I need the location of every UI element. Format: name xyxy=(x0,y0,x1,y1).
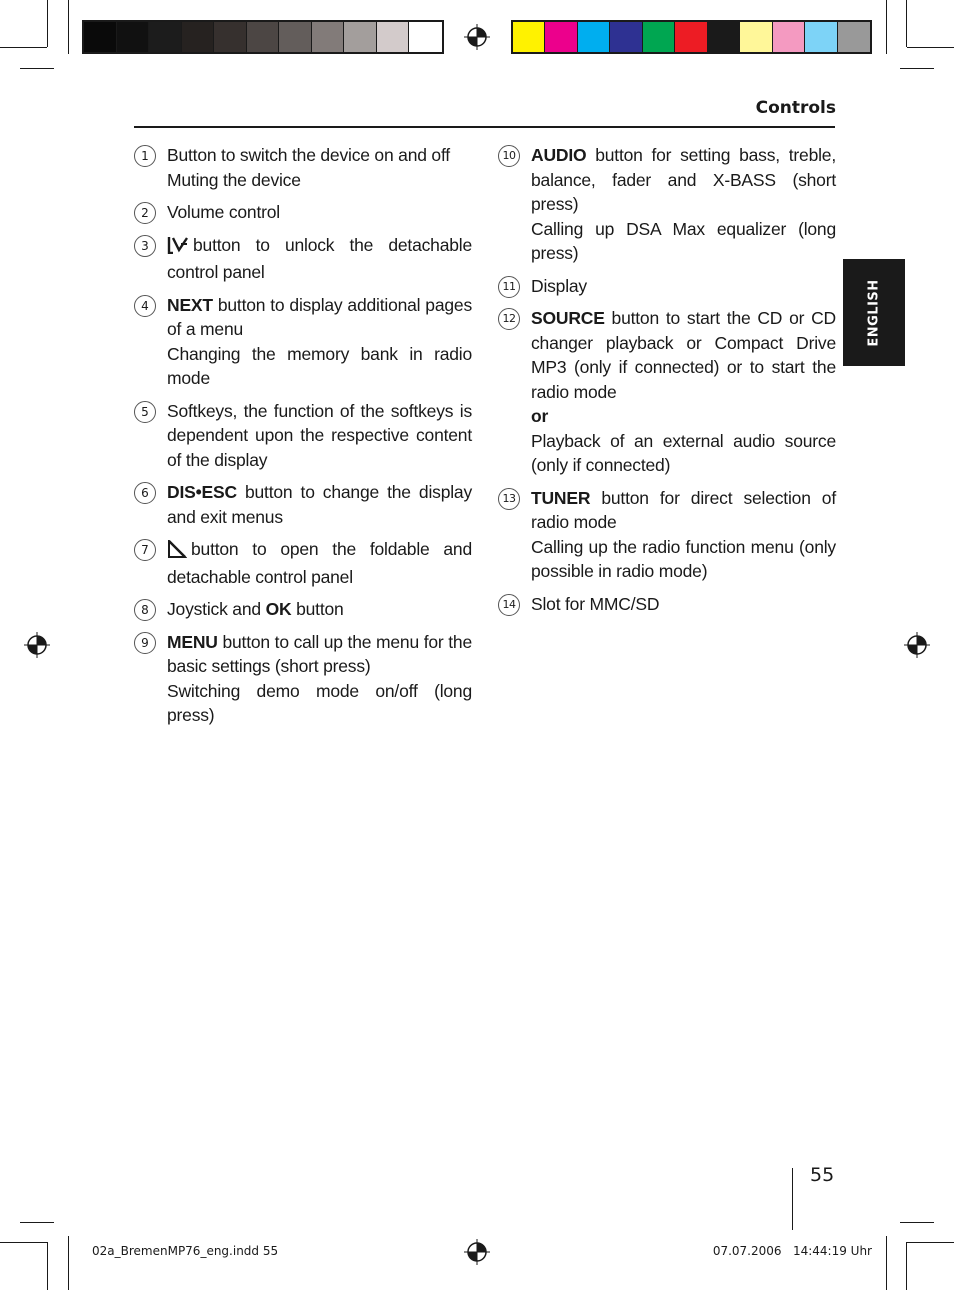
list-item xyxy=(498,486,836,584)
color-calibration-bar xyxy=(511,20,872,54)
crop-mark xyxy=(47,1242,48,1290)
crop-mark xyxy=(0,1242,47,1243)
crop-mark xyxy=(47,0,48,47)
button-name: SOURCE xyxy=(531,308,605,328)
item-line: Muting the device xyxy=(167,169,301,190)
item-prefix: Joystick and xyxy=(167,599,261,619)
language-tab-label: ENGLISH xyxy=(866,278,882,347)
item-line: Softkeys, the function of the softkeys is dependent upon the respective content of the display xyxy=(167,400,472,470)
gray-swatch xyxy=(247,22,280,52)
crop-mark xyxy=(900,68,934,69)
color-swatch xyxy=(708,22,740,52)
crop-mark xyxy=(907,1242,954,1243)
item-line: Playback of an external audio source (only if connected) xyxy=(531,430,836,475)
color-swatch xyxy=(610,22,642,52)
item-number: 7 xyxy=(134,539,156,561)
crop-mark xyxy=(68,1236,69,1290)
crop-mark xyxy=(886,0,887,54)
item-line: button to change the display and exit menus xyxy=(167,482,472,527)
item-line: button xyxy=(296,599,344,619)
list-item xyxy=(134,597,472,622)
item-number: 13 xyxy=(498,488,520,510)
item-number: 2 xyxy=(134,202,156,224)
color-swatch xyxy=(773,22,805,52)
crop-mark xyxy=(900,1222,934,1223)
item-description xyxy=(531,143,836,266)
list-item xyxy=(134,480,472,529)
list-item xyxy=(134,537,472,589)
item-number: 5 xyxy=(134,401,156,423)
color-swatch xyxy=(643,22,675,52)
list-item xyxy=(134,143,472,192)
item-number: 1 xyxy=(134,145,156,167)
section-title: Controls xyxy=(755,98,836,118)
color-swatch xyxy=(513,22,545,52)
page-number-divider xyxy=(792,1168,793,1230)
item-description xyxy=(167,597,472,622)
crop-mark xyxy=(907,47,954,48)
list-item xyxy=(498,143,836,266)
gray-swatch xyxy=(344,22,377,52)
item-description xyxy=(531,274,836,299)
item-line: button to open the foldable and detachable control panel xyxy=(167,539,472,587)
item-description xyxy=(167,233,472,285)
gray-swatch xyxy=(279,22,312,52)
gray-swatch xyxy=(214,22,247,52)
list-item xyxy=(134,630,472,728)
right-column xyxy=(498,143,836,624)
item-description xyxy=(167,399,472,473)
gray-swatch xyxy=(409,22,442,52)
item-line: button to call up the menu for the basic settings (short press) xyxy=(167,631,472,676)
file-info: 02a_BremenMP76_eng.indd 55 xyxy=(92,1244,279,1258)
print-timestamp: 07.07.2006 14:44:19 Uhr xyxy=(712,1244,872,1258)
item-line: Button to switch the device on and off xyxy=(167,145,450,165)
item-line: Changing the memory bank in radio mode xyxy=(167,343,472,388)
header-divider xyxy=(134,126,835,128)
button-name: NEXT xyxy=(167,294,213,315)
item-line: button to start the CD or CD changer playback or Compact Drive MP3 (only if connected) or to start the radio mode xyxy=(531,308,836,402)
color-swatch xyxy=(675,22,707,52)
gray-swatch xyxy=(149,22,182,52)
item-line: button to unlock the detachable control panel xyxy=(167,234,472,282)
registration-mark-icon xyxy=(24,632,50,658)
gray-swatch xyxy=(312,22,345,52)
item-description xyxy=(167,537,472,589)
button-name: TUNER xyxy=(531,487,591,508)
crop-mark xyxy=(906,1242,907,1290)
item-line: button to display additional pages of a menu xyxy=(167,294,472,339)
left-column xyxy=(134,143,472,736)
registration-mark-icon xyxy=(464,1239,490,1265)
item-number: 11 xyxy=(498,276,520,298)
list-item xyxy=(134,399,472,473)
list-item xyxy=(134,200,472,225)
gray-swatch xyxy=(117,22,150,52)
item-number: 4 xyxy=(134,295,156,317)
page-number: 55 xyxy=(810,1164,835,1186)
language-tab xyxy=(843,259,905,366)
item-description xyxy=(167,200,472,225)
crop-mark xyxy=(20,68,54,69)
open-panel-icon xyxy=(167,540,187,565)
unlock-panel-icon xyxy=(167,236,189,261)
item-number: 9 xyxy=(134,632,156,654)
item-line: Calling up the radio function menu (only possible in radio mode) xyxy=(531,536,836,581)
item-line: Calling up DSA Max equalizer (long press) xyxy=(531,218,836,263)
item-number: 3 xyxy=(134,235,156,257)
registration-mark-icon xyxy=(904,632,930,658)
button-name: DIS•ESC xyxy=(167,482,237,502)
gray-swatch xyxy=(377,22,410,52)
gray-swatch xyxy=(84,22,117,52)
button-name: OK xyxy=(265,599,292,619)
item-number: 6 xyxy=(134,482,156,504)
color-swatch xyxy=(740,22,772,52)
list-item xyxy=(498,274,836,299)
list-item xyxy=(134,233,472,285)
item-description xyxy=(167,480,472,529)
crop-mark xyxy=(0,47,47,48)
color-swatch xyxy=(578,22,610,52)
item-line: Switching demo mode on/off (long press) xyxy=(167,680,472,725)
item-number: 12 xyxy=(498,308,520,330)
color-swatch xyxy=(805,22,837,52)
crop-mark xyxy=(886,1236,887,1290)
crop-mark xyxy=(20,1222,54,1223)
color-swatch xyxy=(545,22,577,52)
item-line: Display xyxy=(531,275,587,296)
list-item xyxy=(498,592,836,617)
gray-calibration-bar xyxy=(82,20,444,54)
crop-mark xyxy=(68,0,69,54)
item-line: button for direct selection of radio mode xyxy=(531,487,836,532)
item-description xyxy=(531,486,836,584)
item-description xyxy=(531,592,836,617)
item-description xyxy=(167,143,472,192)
or-separator: or xyxy=(531,406,549,426)
list-item xyxy=(498,306,836,478)
item-number: 14 xyxy=(498,594,520,616)
button-name: AUDIO xyxy=(531,145,587,165)
gray-swatch xyxy=(182,22,215,52)
button-name: MENU xyxy=(167,631,218,652)
item-line: button for setting bass, treble, balance, fader and X-BASS (short press) xyxy=(531,145,836,214)
item-number: 10 xyxy=(498,145,520,167)
item-number: 8 xyxy=(134,599,156,621)
item-line: Volume control xyxy=(167,202,280,222)
item-description xyxy=(167,630,472,728)
list-item xyxy=(134,293,472,391)
item-line: Slot for MMC/SD xyxy=(531,593,660,614)
registration-mark-icon xyxy=(464,24,490,50)
crop-mark xyxy=(906,0,907,47)
item-description xyxy=(167,293,472,391)
item-description xyxy=(531,306,836,478)
color-swatch xyxy=(838,22,870,52)
